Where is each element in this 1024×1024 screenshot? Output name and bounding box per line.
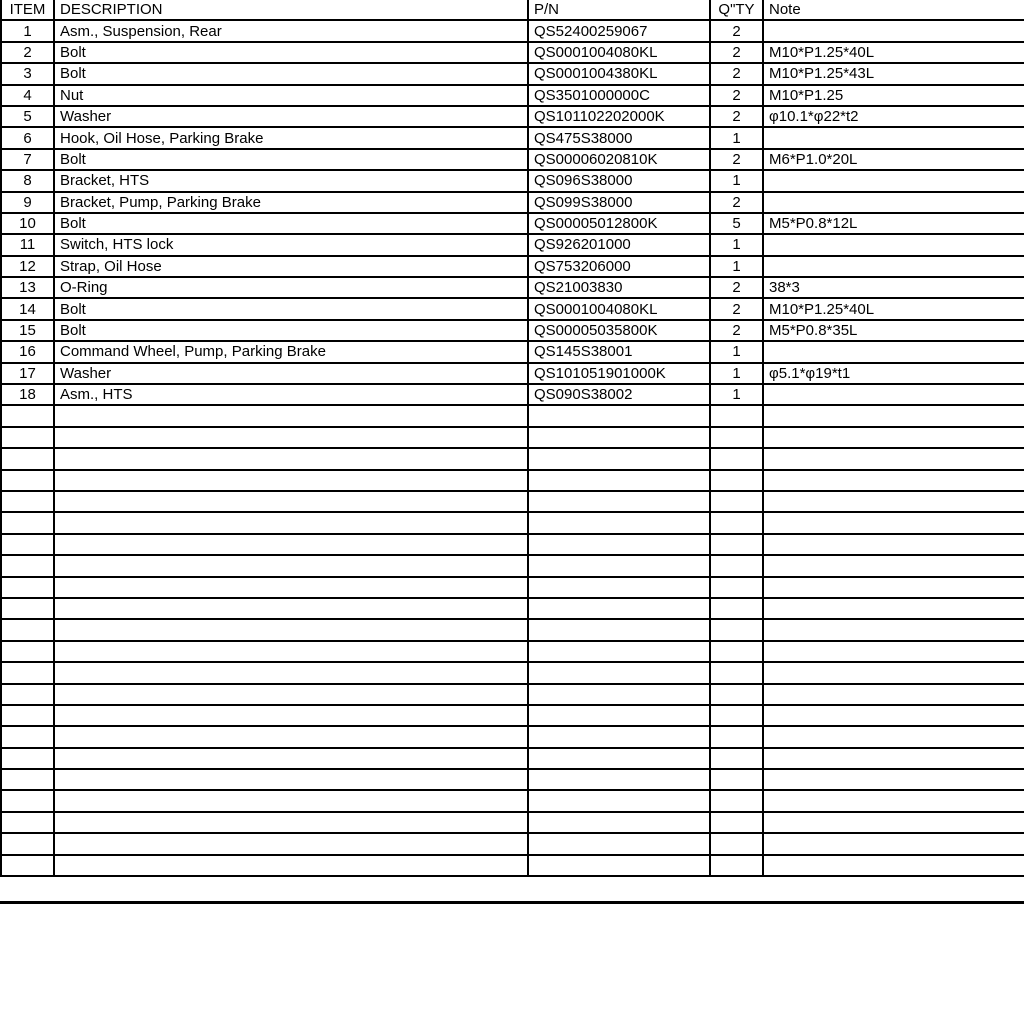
- cell-qty: 1: [710, 341, 763, 362]
- table-row: [1, 320, 1024, 341]
- cell-qty: [710, 598, 763, 619]
- cell-qty: 2: [710, 106, 763, 127]
- cell-description: Switch, HTS lock: [54, 234, 528, 255]
- cell-qty: 2: [710, 42, 763, 63]
- cell-description: [54, 534, 528, 555]
- cell-item: 10: [1, 213, 54, 234]
- table-row: [1, 298, 1024, 319]
- table-row: [1, 20, 1024, 41]
- cell-note: [763, 662, 1024, 683]
- cell-qty: [710, 470, 763, 491]
- cell-pn: QS101102202000K: [528, 106, 710, 127]
- cell-description: [54, 619, 528, 640]
- cell-pn: QS00006020810K: [528, 149, 710, 170]
- cell-note: [763, 234, 1024, 255]
- cell-item: [1, 769, 54, 790]
- cell-description: [54, 470, 528, 491]
- cell-description: [54, 598, 528, 619]
- cell-note: M5*P0.8*35L: [763, 320, 1024, 341]
- cell-item: 4: [1, 85, 54, 106]
- cell-pn: [528, 512, 710, 533]
- empty-row: [1, 726, 1024, 747]
- cell-pn: [528, 641, 710, 662]
- cell-pn: [528, 598, 710, 619]
- empty-row: [1, 555, 1024, 576]
- cell-note: [763, 769, 1024, 790]
- table-row: [1, 149, 1024, 170]
- table-row: [1, 85, 1024, 106]
- cell-item: [1, 705, 54, 726]
- cell-description: Bracket, HTS: [54, 170, 528, 191]
- cell-description: [54, 512, 528, 533]
- cell-qty: 5: [710, 213, 763, 234]
- cell-qty: [710, 491, 763, 512]
- cell-qty: [710, 555, 763, 576]
- cell-note: φ5.1*φ19*t1: [763, 363, 1024, 384]
- cell-description: Hook, Oil Hose, Parking Brake: [54, 127, 528, 148]
- cell-description: Bracket, Pump, Parking Brake: [54, 192, 528, 213]
- cell-note: [763, 470, 1024, 491]
- cell-note: [763, 512, 1024, 533]
- table-row: [1, 213, 1024, 234]
- empty-row: [1, 491, 1024, 512]
- cell-qty: 2: [710, 63, 763, 84]
- cell-item: 1: [1, 20, 54, 41]
- cell-pn: QS21003830: [528, 277, 710, 298]
- table-row: [1, 192, 1024, 213]
- table-row: [1, 63, 1024, 84]
- empty-row: [1, 577, 1024, 598]
- cell-note: [763, 555, 1024, 576]
- cell-qty: [710, 748, 763, 769]
- cell-description: [54, 726, 528, 747]
- cell-pn: [528, 491, 710, 512]
- cell-note: φ10.1*φ22*t2: [763, 106, 1024, 127]
- empty-row: [1, 448, 1024, 469]
- table-row: [1, 234, 1024, 255]
- cell-qty: 2: [710, 320, 763, 341]
- cell-pn: QS090S38002: [528, 384, 710, 405]
- cell-pn: [528, 790, 710, 811]
- cell-qty: 2: [710, 149, 763, 170]
- cell-pn: QS0001004080KL: [528, 42, 710, 63]
- cell-description: Bolt: [54, 42, 528, 63]
- cell-pn: QS096S38000: [528, 170, 710, 191]
- cell-item: [1, 470, 54, 491]
- cell-item: 18: [1, 384, 54, 405]
- cell-pn: [528, 555, 710, 576]
- table-row: [1, 363, 1024, 384]
- cell-pn: [528, 427, 710, 448]
- cell-description: [54, 684, 528, 705]
- cell-description: Washer: [54, 106, 528, 127]
- cell-pn: [528, 619, 710, 640]
- cell-item: [1, 491, 54, 512]
- cell-pn: [528, 705, 710, 726]
- cell-qty: 2: [710, 20, 763, 41]
- cell-qty: [710, 726, 763, 747]
- cell-pn: QS00005012800K: [528, 213, 710, 234]
- empty-row: [1, 748, 1024, 769]
- cell-qty: [710, 662, 763, 683]
- cell-description: [54, 833, 528, 854]
- cell-pn: [528, 769, 710, 790]
- empty-row: [1, 598, 1024, 619]
- cell-note: [763, 405, 1024, 426]
- cell-pn: [528, 684, 710, 705]
- cell-qty: [710, 641, 763, 662]
- cell-qty: [710, 790, 763, 811]
- empty-row: [1, 833, 1024, 854]
- cell-qty: 1: [710, 256, 763, 277]
- cell-description: Bolt: [54, 320, 528, 341]
- cell-qty: [710, 405, 763, 426]
- cell-description: Bolt: [54, 149, 528, 170]
- cell-item: 13: [1, 277, 54, 298]
- cell-pn: QS0001004080KL: [528, 298, 710, 319]
- cell-qty: 1: [710, 384, 763, 405]
- column-header-item: ITEM: [1, 0, 54, 20]
- cell-description: [54, 405, 528, 426]
- cell-qty: [710, 705, 763, 726]
- column-header-qty: Q"TY: [710, 0, 763, 20]
- cell-item: [1, 577, 54, 598]
- cell-description: [54, 855, 528, 876]
- cell-pn: QS52400259067: [528, 20, 710, 41]
- cell-qty: 1: [710, 234, 763, 255]
- column-header-pn: P/N: [528, 0, 710, 20]
- cell-description: Bolt: [54, 298, 528, 319]
- cell-description: Asm., Suspension, Rear: [54, 20, 528, 41]
- cell-note: [763, 855, 1024, 876]
- cell-pn: [528, 534, 710, 555]
- cell-note: [763, 256, 1024, 277]
- bottom-rule: [0, 901, 1024, 904]
- cell-item: [1, 684, 54, 705]
- cell-item: 3: [1, 63, 54, 84]
- cell-pn: QS3501000000C: [528, 85, 710, 106]
- table-row: [1, 256, 1024, 277]
- cell-note: [763, 684, 1024, 705]
- cell-qty: [710, 684, 763, 705]
- cell-qty: [710, 812, 763, 833]
- cell-note: [763, 384, 1024, 405]
- cell-note: M6*P1.0*20L: [763, 149, 1024, 170]
- cell-item: 7: [1, 149, 54, 170]
- cell-description: Washer: [54, 363, 528, 384]
- cell-item: [1, 855, 54, 876]
- cell-note: [763, 598, 1024, 619]
- cell-note: [763, 577, 1024, 598]
- empty-row: [1, 662, 1024, 683]
- cell-description: [54, 790, 528, 811]
- empty-row: [1, 534, 1024, 555]
- cell-item: 12: [1, 256, 54, 277]
- cell-note: [763, 491, 1024, 512]
- cell-item: 16: [1, 341, 54, 362]
- cell-note: [763, 20, 1024, 41]
- cell-note: [763, 192, 1024, 213]
- cell-qty: 1: [710, 363, 763, 384]
- empty-row: [1, 705, 1024, 726]
- table-body: [1, 20, 1024, 876]
- cell-item: 15: [1, 320, 54, 341]
- cell-qty: [710, 577, 763, 598]
- cell-note: [763, 748, 1024, 769]
- cell-item: [1, 598, 54, 619]
- table-row: [1, 170, 1024, 191]
- cell-item: [1, 512, 54, 533]
- cell-qty: [710, 855, 763, 876]
- cell-item: [1, 641, 54, 662]
- cell-qty: [710, 534, 763, 555]
- cell-note: [763, 448, 1024, 469]
- cell-item: [1, 534, 54, 555]
- cell-qty: [710, 769, 763, 790]
- cell-description: [54, 577, 528, 598]
- cell-note: [763, 534, 1024, 555]
- cell-description: [54, 641, 528, 662]
- column-header-description: DESCRIPTION: [54, 0, 528, 20]
- cell-note: [763, 726, 1024, 747]
- cell-pn: [528, 748, 710, 769]
- cell-qty: 1: [710, 127, 763, 148]
- cell-description: [54, 769, 528, 790]
- cell-pn: [528, 812, 710, 833]
- cell-description: [54, 427, 528, 448]
- cell-note: M5*P0.8*12L: [763, 213, 1024, 234]
- cell-item: [1, 662, 54, 683]
- cell-item: [1, 833, 54, 854]
- table-row: [1, 384, 1024, 405]
- cell-description: Command Wheel, Pump, Parking Brake: [54, 341, 528, 362]
- cell-pn: QS101051901000K: [528, 363, 710, 384]
- cell-note: [763, 812, 1024, 833]
- cell-pn: QS475S38000: [528, 127, 710, 148]
- cell-qty: [710, 448, 763, 469]
- cell-item: [1, 812, 54, 833]
- cell-qty: 2: [710, 192, 763, 213]
- cell-note: M10*P1.25*43L: [763, 63, 1024, 84]
- cell-pn: [528, 405, 710, 426]
- cell-pn: QS753206000: [528, 256, 710, 277]
- cell-note: [763, 790, 1024, 811]
- cell-note: [763, 341, 1024, 362]
- empty-row: [1, 427, 1024, 448]
- cell-qty: [710, 427, 763, 448]
- cell-description: [54, 555, 528, 576]
- cell-pn: [528, 726, 710, 747]
- empty-row: [1, 855, 1024, 876]
- cell-note: [763, 127, 1024, 148]
- cell-description: [54, 491, 528, 512]
- cell-description: Bolt: [54, 63, 528, 84]
- cell-item: [1, 405, 54, 426]
- cell-description: Asm., HTS: [54, 384, 528, 405]
- cell-description: [54, 448, 528, 469]
- cell-pn: [528, 470, 710, 491]
- empty-row: [1, 641, 1024, 662]
- cell-note: 38*3: [763, 277, 1024, 298]
- cell-pn: [528, 577, 710, 598]
- cell-pn: [528, 448, 710, 469]
- cell-description: Nut: [54, 85, 528, 106]
- cell-description: [54, 662, 528, 683]
- cell-note: [763, 619, 1024, 640]
- cell-note: [763, 170, 1024, 191]
- empty-row: [1, 512, 1024, 533]
- cell-note: M10*P1.25: [763, 85, 1024, 106]
- table-row: [1, 42, 1024, 63]
- cell-pn: QS145S38001: [528, 341, 710, 362]
- cell-qty: 2: [710, 85, 763, 106]
- cell-note: M10*P1.25*40L: [763, 298, 1024, 319]
- cell-item: [1, 726, 54, 747]
- cell-pn: [528, 833, 710, 854]
- cell-qty: [710, 619, 763, 640]
- header-row: [1, 0, 1024, 20]
- cell-description: Strap, Oil Hose: [54, 256, 528, 277]
- cell-description: O-Ring: [54, 277, 528, 298]
- empty-row: [1, 790, 1024, 811]
- cell-pn: QS0001004380KL: [528, 63, 710, 84]
- cell-item: 11: [1, 234, 54, 255]
- cell-pn: QS099S38000: [528, 192, 710, 213]
- cell-note: [763, 705, 1024, 726]
- cell-note: [763, 833, 1024, 854]
- cell-pn: [528, 662, 710, 683]
- cell-pn: [528, 855, 710, 876]
- cell-item: 14: [1, 298, 54, 319]
- empty-row: [1, 405, 1024, 426]
- cell-description: [54, 812, 528, 833]
- cell-description: Bolt: [54, 213, 528, 234]
- cell-item: 5: [1, 106, 54, 127]
- cell-item: [1, 448, 54, 469]
- table-row: [1, 277, 1024, 298]
- cell-note: M10*P1.25*40L: [763, 42, 1024, 63]
- empty-row: [1, 619, 1024, 640]
- cell-qty: [710, 512, 763, 533]
- empty-row: [1, 470, 1024, 491]
- cell-qty: 1: [710, 170, 763, 191]
- cell-item: 8: [1, 170, 54, 191]
- cell-note: [763, 641, 1024, 662]
- cell-pn: QS00005035800K: [528, 320, 710, 341]
- empty-row: [1, 684, 1024, 705]
- cell-pn: QS926201000: [528, 234, 710, 255]
- cell-item: 9: [1, 192, 54, 213]
- cell-item: [1, 619, 54, 640]
- cell-item: [1, 790, 54, 811]
- table-row: [1, 341, 1024, 362]
- cell-item: 6: [1, 127, 54, 148]
- cell-description: [54, 705, 528, 726]
- cell-item: [1, 427, 54, 448]
- empty-row: [1, 769, 1024, 790]
- cell-item: 2: [1, 42, 54, 63]
- cell-item: [1, 748, 54, 769]
- cell-description: [54, 748, 528, 769]
- cell-qty: [710, 833, 763, 854]
- table-row: [1, 106, 1024, 127]
- cell-qty: 2: [710, 298, 763, 319]
- empty-row: [1, 812, 1024, 833]
- cell-item: [1, 555, 54, 576]
- cell-item: 17: [1, 363, 54, 384]
- cell-note: [763, 427, 1024, 448]
- cell-qty: 2: [710, 277, 763, 298]
- table-row: [1, 127, 1024, 148]
- column-header-note: Note: [763, 0, 1024, 20]
